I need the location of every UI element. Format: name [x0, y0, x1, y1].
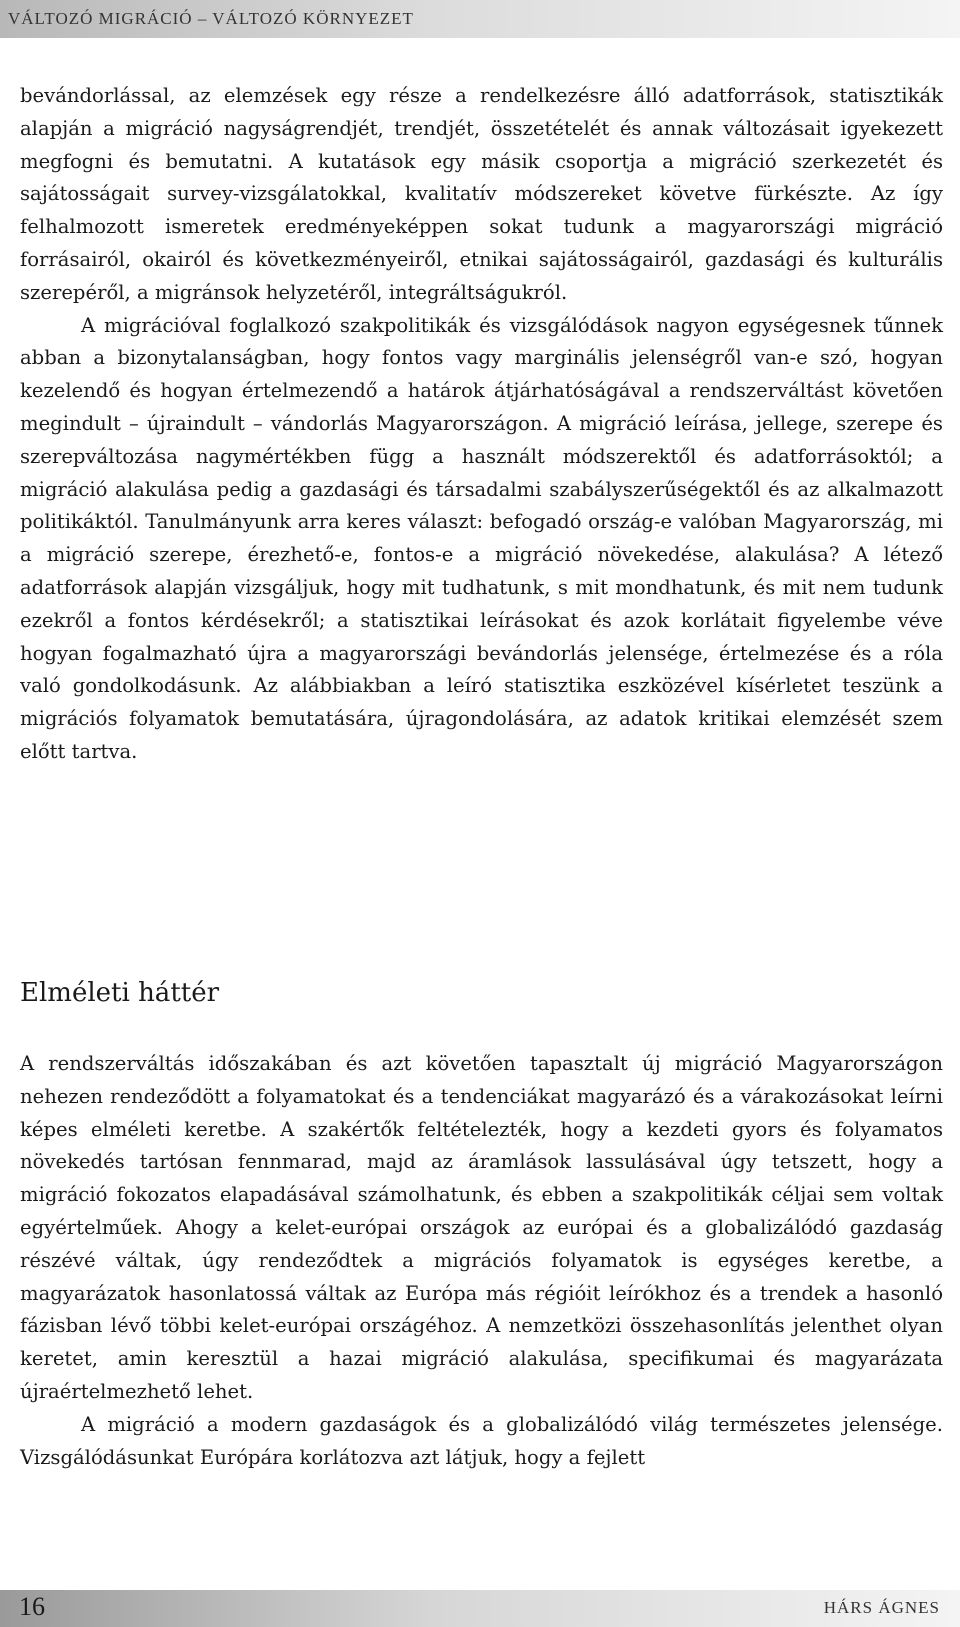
section-paragraph-2: A migráció a modern gazdaságok és a globalizálódó világ természetes jelensége. Vizsgálódásunkat Európára korlátozva azt látjuk, hogy a fejlett	[20, 1412, 943, 1469]
intro-text-block	[20, 80, 943, 769]
section-text-block	[20, 1048, 943, 1474]
running-head-title: VÁLTOZÓ MIGRÁCIÓ – VÁLTOZÓ KÖRNYEZET	[8, 9, 414, 28]
section-heading: Elméleti háttér	[20, 978, 220, 1008]
section-paragraph-1: A rendszerváltás időszakában és azt követően tapasztalt új migráció Magyarországon nehezen rendeződött a folyamatokat és a tendenciákat magyarázó és a várakozásokat leírni képes elméleti keretbe. A szakértők feltételezték, hogy a kezdeti gyors és folyamatos növekedés tartósan fennmarad, majd az áramlások lassulásával úgy tetszett, hogy a migráció fokozatos elapadásával számolhatunk, és ebben a szakpolitikák céljai sem voltak egyértelműek. Ahogy a kelet-európai országok az európai és a globalizálódó gazdaság részévé váltak, úgy rendeződtek a migrációs folyamatok is egységes keretbe, a magyarázatok hasonlatossá váltak az Európa más régióit leírókhoz és a trendek a hasonló fázisban lévő többi kelet-európai országéhoz. A nemzetközi összehasonlítás jelenthet olyan keretet, amin keresztül a hazai migráció alakulása, specifikumai és magyarázata újraértelmezhető lehet.	[20, 1052, 943, 1403]
intro-paragraph-2: A migrációval foglalkozó szakpolitikák és vizsgálódások nagyon egységesnek tűnnek abban a bizonytalanságban, hogy fontos vagy marginális jelenségről van-e szó, hogyan kezelendő és hogyan értelmezendő a határok átjárhatóságával a rendszerváltást követően megindult – újraindult – vándorlás Magyarországon. A migráció leírása, jellege, szerepe és szerepváltozása nagymértékben függ a használt módszerektől és adatforrásoktól; a migráció alakulása pedig a gazdasági és társadalmi szabályszerűségektől és az alkalmazott politikáktól. Tanulmányunk arra keres választ: befogadó ország-e valóban Magyarország, mi a migráció szerepe, érezhető-e, fontos-e a migráció növekedése, alakulása? A létező adatforrások alapján vizsgáljuk, hogy mit tudhatunk, s mit mondhatunk, és mit nem tudunk ezekről a fontos kérdésekről; a statisztikai leírásokat és azok korlátait figyelembe véve hogyan fogalmazható újra a magyarországi bevándorlás jelensége, értelmezése és a róla való gondolkodásunk. Az alábbiakban a leíró statisztika eszközével kísérletet teszünk a migrációs folyamatok bemutatására, újragondolására, az adatok kritikai elemzését szem előtt tartva.	[20, 313, 943, 763]
intro-paragraph-1: bevándorlással, az elemzések egy része a rendelkezésre álló adatforrások, statisztikák alapján a migráció nagyságrendjét, trendjét, összetételét és annak változásait igyekezett megfogni és bemutatni. A kutatások egy másik csoportja a migráció szerkezetét és sajátosságait survey-vizsgálatokkal, kvalitatív módszereket követve fürkészte. Az így felhalmozott ismeretek eredményeképpen sokat tudunk a magyarországi migráció forrásairól, okairól és következményeiről, etnikai sajátosságairól, gazdasági és kulturális szerepéről, a migránsok helyzetéről, integráltságukról.	[20, 84, 943, 304]
page-number: 16	[19, 1592, 45, 1621]
page-footer	[0, 1590, 960, 1627]
author-name: HÁRS ÁGNES	[823, 1598, 940, 1617]
running-head	[0, 0, 960, 38]
